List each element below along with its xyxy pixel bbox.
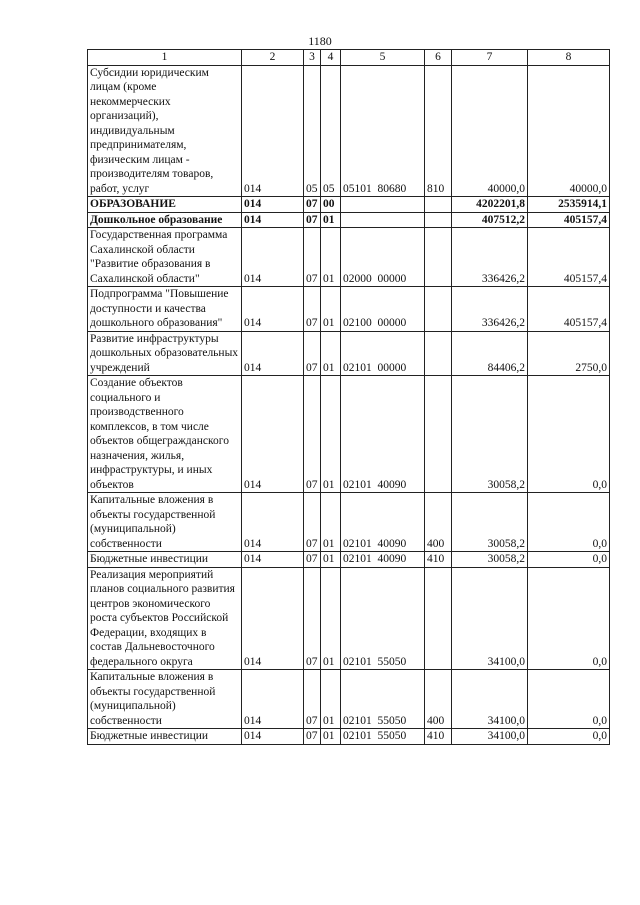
column-header-row: [88, 50, 610, 66]
table-row: [88, 567, 610, 670]
row-name-cell: ОБРАЗОВАНИЕ: [88, 197, 242, 213]
table-row: [88, 493, 610, 552]
section-cell: 07: [304, 197, 321, 213]
column-header: 7: [452, 50, 528, 66]
amount-cell: 0,0: [528, 670, 610, 729]
table-row: [88, 552, 610, 568]
column-header: 4: [321, 50, 341, 66]
table-row: [88, 197, 610, 213]
table-row: [88, 287, 610, 332]
subsection-cell: 00: [321, 197, 341, 213]
amount-cell: 4202201,8: [452, 197, 528, 213]
amount-cell: 336426,2: [452, 228, 528, 287]
amount-cell: 84406,2: [452, 331, 528, 376]
row-name-cell: Капитальные вложения в объекты государственной (муниципальной) собственности: [88, 670, 242, 729]
subsection-cell: 01: [321, 287, 341, 332]
target-article-cell: 02101 40090: [341, 376, 425, 493]
code-cell: 014: [242, 65, 304, 197]
section-cell: 07: [304, 729, 321, 745]
expense-type-cell: [425, 197, 452, 213]
target-article-cell: 02100 00000: [341, 287, 425, 332]
expense-type-cell: 410: [425, 552, 452, 568]
amount-cell: 2535914,1: [528, 197, 610, 213]
target-article-cell: 02101 40090: [341, 493, 425, 552]
amount-cell: 336426,2: [452, 287, 528, 332]
section-cell: 07: [304, 567, 321, 670]
subsection-cell: 01: [321, 331, 341, 376]
expense-type-cell: [425, 212, 452, 228]
row-name-cell: Реализация мероприятий планов социального развития центров экономического роста субъектов Российской Федерации, входящих в состав Дальневосточного федерального округа: [88, 567, 242, 670]
section-cell: 07: [304, 670, 321, 729]
expense-type-cell: 400: [425, 493, 452, 552]
code-cell: 014: [242, 567, 304, 670]
target-article-cell: 02000 00000: [341, 228, 425, 287]
code-cell: 014: [242, 287, 304, 332]
code-cell: 014: [242, 729, 304, 745]
row-name-cell: Бюджетные инвестиции: [88, 729, 242, 745]
row-name-cell: Бюджетные инвестиции: [88, 552, 242, 568]
amount-cell: 405157,4: [528, 287, 610, 332]
row-name-cell: Развитие инфраструктуры дошкольных образовательных учреждений: [88, 331, 242, 376]
column-header: 3: [304, 50, 321, 66]
code-cell: 014: [242, 197, 304, 213]
subsection-cell: 01: [321, 567, 341, 670]
amount-cell: 40000,0: [452, 65, 528, 197]
amount-cell: 0,0: [528, 376, 610, 493]
section-cell: 07: [304, 493, 321, 552]
expense-type-cell: [425, 376, 452, 493]
target-article-cell: [341, 212, 425, 228]
table-row: [88, 65, 610, 197]
expense-type-cell: [425, 567, 452, 670]
expense-type-cell: 400: [425, 670, 452, 729]
target-article-cell: [341, 197, 425, 213]
amount-cell: 407512,2: [452, 212, 528, 228]
row-name-cell: Подпрограмма "Повышение доступности и качества дошкольного образования": [88, 287, 242, 332]
subsection-cell: 01: [321, 552, 341, 568]
amount-cell: 405157,4: [528, 228, 610, 287]
section-cell: 07: [304, 228, 321, 287]
code-cell: 014: [242, 228, 304, 287]
row-name-cell: Создание объектов социального и производственного комплексов, в том числе объектов общегражданского назначения, жилья, инфраструктуры, и иных объектов: [88, 376, 242, 493]
code-cell: 014: [242, 376, 304, 493]
amount-cell: 0,0: [528, 493, 610, 552]
code-cell: 014: [242, 212, 304, 228]
section-cell: 07: [304, 552, 321, 568]
subsection-cell: 01: [321, 729, 341, 745]
section-cell: 07: [304, 376, 321, 493]
amount-cell: 34100,0: [452, 567, 528, 670]
section-cell: 05: [304, 65, 321, 197]
column-header: 6: [425, 50, 452, 66]
row-name-cell: Государственная программа Сахалинской области "Развитие образования в Сахалинской области": [88, 228, 242, 287]
row-name-cell: Капитальные вложения в объекты государственной (муниципальной) собственности: [88, 493, 242, 552]
subsection-cell: 01: [321, 376, 341, 493]
column-header: 1: [88, 50, 242, 66]
amount-cell: 34100,0: [452, 670, 528, 729]
budget-table: [87, 49, 610, 745]
target-article-cell: 02101 55050: [341, 729, 425, 745]
subsection-cell: 01: [321, 493, 341, 552]
amount-cell: 0,0: [528, 552, 610, 568]
amount-cell: 0,0: [528, 729, 610, 745]
amount-cell: 40000,0: [528, 65, 610, 197]
section-cell: 07: [304, 287, 321, 332]
expense-type-cell: 410: [425, 729, 452, 745]
target-article-cell: 02101 40090: [341, 552, 425, 568]
amount-cell: 0,0: [528, 567, 610, 670]
subsection-cell: 01: [321, 228, 341, 287]
amount-cell: 2750,0: [528, 331, 610, 376]
table-row: [88, 670, 610, 729]
target-article-cell: 05101 80680: [341, 65, 425, 197]
table-row: [88, 729, 610, 745]
amount-cell: 30058,2: [452, 552, 528, 568]
section-cell: 07: [304, 212, 321, 228]
target-article-cell: 02101 00000: [341, 331, 425, 376]
code-cell: 014: [242, 493, 304, 552]
code-cell: 014: [242, 552, 304, 568]
section-cell: 07: [304, 331, 321, 376]
expense-type-cell: [425, 331, 452, 376]
target-article-cell: 02101 55050: [341, 670, 425, 729]
amount-cell: 34100,0: [452, 729, 528, 745]
code-cell: 014: [242, 331, 304, 376]
table-row: [88, 376, 610, 493]
expense-type-cell: 810: [425, 65, 452, 197]
amount-cell: 30058,2: [452, 493, 528, 552]
code-cell: 014: [242, 670, 304, 729]
column-header: 2: [242, 50, 304, 66]
row-name-cell: Дошкольное образование: [88, 212, 242, 228]
column-header: 8: [528, 50, 610, 66]
amount-cell: 405157,4: [528, 212, 610, 228]
subsection-cell: 01: [321, 212, 341, 228]
subsection-cell: 05: [321, 65, 341, 197]
page-number: 1180: [308, 34, 332, 48]
expense-type-cell: [425, 287, 452, 332]
target-article-cell: 02101 55050: [341, 567, 425, 670]
amount-cell: 30058,2: [452, 376, 528, 493]
expense-type-cell: [425, 228, 452, 287]
table-row: [88, 212, 610, 228]
row-name-cell: Субсидии юридическим лицам (кроме некоммерческих организаций), индивидуальным предпринимателям, физическим лицам - производителям товаров, работ, услуг: [88, 65, 242, 197]
subsection-cell: 01: [321, 670, 341, 729]
column-header: 5: [341, 50, 425, 66]
table-row: [88, 228, 610, 287]
table-row: [88, 331, 610, 376]
